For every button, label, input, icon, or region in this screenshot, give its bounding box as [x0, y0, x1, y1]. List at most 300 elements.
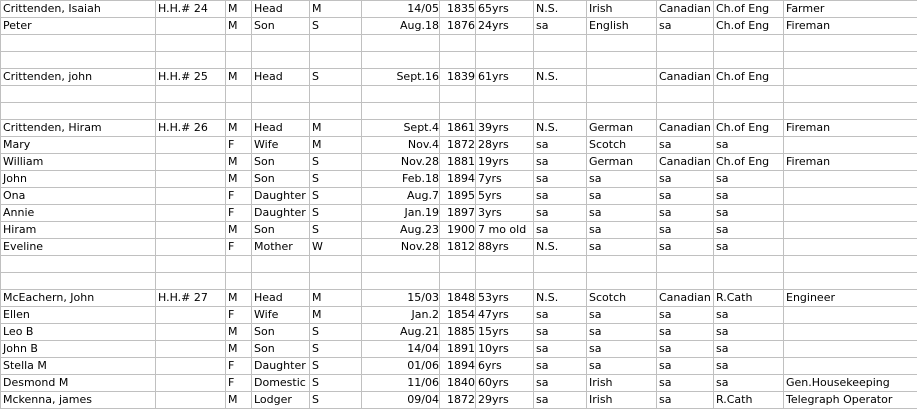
cell-birthplace	[534, 86, 587, 103]
cell-age: 5yrs	[476, 188, 534, 205]
cell-birthplace: sa	[534, 18, 587, 35]
cell-birth-date: 09/04	[362, 392, 440, 409]
cell-relation: Son	[252, 222, 310, 239]
cell-birthplace: sa	[534, 375, 587, 392]
cell-name: John B	[1, 341, 156, 358]
census-row	[1, 222, 917, 239]
cell-sex: M	[226, 222, 252, 239]
cell-relation: Wife	[252, 137, 310, 154]
cell-relation: Daughter	[252, 358, 310, 375]
census-row	[1, 392, 917, 409]
cell-sex: F	[226, 239, 252, 256]
cell-nationality: Canadian	[657, 120, 714, 137]
cell-age: 3yrs	[476, 205, 534, 222]
cell-household	[156, 222, 226, 239]
cell-age: 19yrs	[476, 154, 534, 171]
cell-household	[156, 341, 226, 358]
cell-religion	[714, 256, 784, 273]
cell-birthplace	[534, 273, 587, 290]
cell-birthplace	[534, 103, 587, 120]
cell-nationality: sa	[657, 324, 714, 341]
cell-household	[156, 137, 226, 154]
cell-relation: Son	[252, 341, 310, 358]
cell-marital: S	[310, 358, 362, 375]
cell-sex: F	[226, 137, 252, 154]
census-row	[1, 341, 917, 358]
cell-name: Peter	[1, 18, 156, 35]
cell-name: William	[1, 154, 156, 171]
cell-birth-date: Nov.4	[362, 137, 440, 154]
cell-household: H.H.# 24	[156, 1, 226, 18]
cell-origin	[587, 52, 657, 69]
cell-birth-year: 1876	[440, 18, 476, 35]
cell-sex: M	[226, 154, 252, 171]
cell-origin: sa	[587, 171, 657, 188]
cell-birth-date	[362, 273, 440, 290]
cell-birth-year: 1891	[440, 341, 476, 358]
cell-occupation	[784, 256, 917, 273]
cell-marital	[310, 35, 362, 52]
cell-religion: sa	[714, 188, 784, 205]
cell-relation: Head	[252, 290, 310, 307]
cell-relation: Domestic	[252, 375, 310, 392]
cell-birth-year: 1897	[440, 205, 476, 222]
cell-birth-year: 1840	[440, 375, 476, 392]
cell-marital: S	[310, 69, 362, 86]
cell-household	[156, 188, 226, 205]
cell-birth-year: 1894	[440, 171, 476, 188]
cell-birth-date: Aug.18	[362, 18, 440, 35]
cell-name: McEachern, John	[1, 290, 156, 307]
cell-marital: S	[310, 324, 362, 341]
cell-religion: sa	[714, 341, 784, 358]
cell-household: H.H.# 26	[156, 120, 226, 137]
cell-occupation	[784, 222, 917, 239]
cell-marital: M	[310, 307, 362, 324]
cell-marital: M	[310, 290, 362, 307]
cell-sex: F	[226, 358, 252, 375]
cell-religion: Ch.of Eng	[714, 69, 784, 86]
cell-marital	[310, 273, 362, 290]
cell-sex: M	[226, 120, 252, 137]
cell-origin	[587, 273, 657, 290]
cell-occupation	[784, 52, 917, 69]
cell-sex: M	[226, 392, 252, 409]
cell-age	[476, 273, 534, 290]
census-row	[1, 171, 917, 188]
cell-birth-date: 14/05	[362, 1, 440, 18]
cell-household	[156, 35, 226, 52]
cell-occupation: Farmer	[784, 1, 917, 18]
cell-nationality	[657, 256, 714, 273]
cell-religion	[714, 273, 784, 290]
cell-nationality: sa	[657, 171, 714, 188]
cell-name: Annie	[1, 205, 156, 222]
cell-occupation	[784, 273, 917, 290]
cell-occupation: Fireman	[784, 120, 917, 137]
cell-nationality: sa	[657, 341, 714, 358]
cell-age: 7yrs	[476, 171, 534, 188]
cell-name	[1, 256, 156, 273]
cell-marital: M	[310, 120, 362, 137]
cell-age	[476, 86, 534, 103]
cell-birthplace: sa	[534, 222, 587, 239]
cell-birth-year	[440, 256, 476, 273]
cell-age: 15yrs	[476, 324, 534, 341]
cell-occupation: Engineer	[784, 290, 917, 307]
cell-household	[156, 103, 226, 120]
cell-household	[156, 86, 226, 103]
cell-sex	[226, 256, 252, 273]
cell-occupation: Fireman	[784, 18, 917, 35]
cell-nationality: sa	[657, 307, 714, 324]
cell-origin	[587, 69, 657, 86]
blank-row	[1, 103, 917, 120]
cell-age: 6yrs	[476, 358, 534, 375]
cell-religion: sa	[714, 358, 784, 375]
cell-age: 10yrs	[476, 341, 534, 358]
cell-nationality: sa	[657, 188, 714, 205]
cell-nationality: Canadian	[657, 69, 714, 86]
cell-sex: F	[226, 307, 252, 324]
cell-occupation	[784, 341, 917, 358]
cell-birthplace: sa	[534, 358, 587, 375]
cell-birth-date: Nov.28	[362, 154, 440, 171]
census-row	[1, 120, 917, 137]
cell-sex: M	[226, 341, 252, 358]
cell-birthplace: sa	[534, 137, 587, 154]
cell-birth-date	[362, 256, 440, 273]
cell-religion: sa	[714, 222, 784, 239]
cell-marital: S	[310, 205, 362, 222]
cell-sex: M	[226, 324, 252, 341]
cell-birth-date: 15/03	[362, 290, 440, 307]
cell-occupation	[784, 86, 917, 103]
cell-origin: sa	[587, 222, 657, 239]
cell-religion: sa	[714, 137, 784, 154]
cell-relation	[252, 86, 310, 103]
cell-birth-date: 14/04	[362, 341, 440, 358]
cell-age: 53yrs	[476, 290, 534, 307]
cell-age: 24yrs	[476, 18, 534, 35]
cell-birth-year: 1895	[440, 188, 476, 205]
cell-age: 7 mo old	[476, 222, 534, 239]
cell-relation	[252, 103, 310, 120]
cell-occupation	[784, 188, 917, 205]
cell-occupation: Telegraph Operator	[784, 392, 917, 409]
cell-birth-date: Jan.19	[362, 205, 440, 222]
cell-relation: Head	[252, 1, 310, 18]
cell-origin: sa	[587, 188, 657, 205]
cell-birth-date: Sept.4	[362, 120, 440, 137]
cell-sex: F	[226, 188, 252, 205]
cell-occupation	[784, 137, 917, 154]
census-row	[1, 239, 917, 256]
cell-nationality: sa	[657, 222, 714, 239]
census-row	[1, 205, 917, 222]
cell-name: Eveline	[1, 239, 156, 256]
cell-religion: sa	[714, 375, 784, 392]
cell-occupation	[784, 358, 917, 375]
cell-age: 29yrs	[476, 392, 534, 409]
cell-birth-year	[440, 35, 476, 52]
cell-household: H.H.# 25	[156, 69, 226, 86]
cell-sex: M	[226, 171, 252, 188]
cell-name: Crittenden, john	[1, 69, 156, 86]
cell-origin	[587, 256, 657, 273]
cell-age	[476, 256, 534, 273]
cell-occupation	[784, 205, 917, 222]
cell-relation	[252, 273, 310, 290]
cell-birthplace: N.S.	[534, 290, 587, 307]
cell-sex: M	[226, 1, 252, 18]
cell-religion: Ch.of Eng	[714, 18, 784, 35]
cell-nationality: sa	[657, 375, 714, 392]
cell-occupation	[784, 239, 917, 256]
cell-origin: German	[587, 120, 657, 137]
cell-origin: sa	[587, 307, 657, 324]
cell-occupation	[784, 103, 917, 120]
cell-marital: S	[310, 154, 362, 171]
cell-birthplace: N.S.	[534, 120, 587, 137]
cell-name	[1, 86, 156, 103]
cell-nationality: sa	[657, 137, 714, 154]
cell-birth-year: 1835	[440, 1, 476, 18]
cell-birth-year: 1848	[440, 290, 476, 307]
cell-origin: Irish	[587, 1, 657, 18]
cell-birth-date: Sept.16	[362, 69, 440, 86]
cell-religion: sa	[714, 239, 784, 256]
cell-relation	[252, 52, 310, 69]
cell-birthplace: sa	[534, 205, 587, 222]
cell-religion: Ch.of Eng	[714, 154, 784, 171]
cell-birth-date	[362, 52, 440, 69]
cell-birthplace	[534, 256, 587, 273]
cell-birth-year: 1881	[440, 154, 476, 171]
cell-religion: R.Cath	[714, 290, 784, 307]
cell-sex	[226, 52, 252, 69]
cell-occupation	[784, 69, 917, 86]
cell-relation: Head	[252, 69, 310, 86]
cell-birthplace: sa	[534, 307, 587, 324]
cell-marital: S	[310, 375, 362, 392]
cell-origin: English	[587, 18, 657, 35]
cell-birth-year: 1872	[440, 392, 476, 409]
cell-age: 28yrs	[476, 137, 534, 154]
cell-birthplace: N.S.	[534, 239, 587, 256]
cell-name	[1, 103, 156, 120]
cell-marital: M	[310, 1, 362, 18]
cell-age: 39yrs	[476, 120, 534, 137]
cell-age: 60yrs	[476, 375, 534, 392]
cell-name: Crittenden, Isaiah	[1, 1, 156, 18]
cell-origin: Irish	[587, 375, 657, 392]
cell-birth-year: 1900	[440, 222, 476, 239]
cell-name: Mary	[1, 137, 156, 154]
cell-name: Hiram	[1, 222, 156, 239]
cell-birth-date: Feb.18	[362, 171, 440, 188]
cell-religion: sa	[714, 205, 784, 222]
cell-religion: sa	[714, 307, 784, 324]
census-row	[1, 307, 917, 324]
cell-household	[156, 307, 226, 324]
cell-relation: Son	[252, 18, 310, 35]
cell-origin: sa	[587, 341, 657, 358]
cell-birth-year: 1894	[440, 358, 476, 375]
cell-nationality	[657, 35, 714, 52]
cell-birth-date	[362, 86, 440, 103]
cell-occupation: Gen.Housekeeping	[784, 375, 917, 392]
cell-sex	[226, 273, 252, 290]
census-row	[1, 324, 917, 341]
cell-household	[156, 392, 226, 409]
cell-age: 61yrs	[476, 69, 534, 86]
blank-row	[1, 256, 917, 273]
cell-age: 47yrs	[476, 307, 534, 324]
cell-religion	[714, 103, 784, 120]
cell-marital: M	[310, 137, 362, 154]
cell-marital	[310, 103, 362, 120]
cell-origin: Scotch	[587, 137, 657, 154]
cell-origin	[587, 103, 657, 120]
cell-nationality: sa	[657, 239, 714, 256]
cell-birth-date: Aug.21	[362, 324, 440, 341]
cell-birthplace: sa	[534, 154, 587, 171]
census-row	[1, 290, 917, 307]
cell-origin	[587, 86, 657, 103]
cell-relation: Mother	[252, 239, 310, 256]
cell-sex	[226, 86, 252, 103]
cell-religion	[714, 86, 784, 103]
cell-occupation	[784, 171, 917, 188]
cell-birthplace: N.S.	[534, 1, 587, 18]
cell-name: Stella M	[1, 358, 156, 375]
blank-row	[1, 35, 917, 52]
cell-birth-year	[440, 273, 476, 290]
cell-nationality	[657, 86, 714, 103]
cell-marital: W	[310, 239, 362, 256]
cell-birth-date: 11/06	[362, 375, 440, 392]
cell-household	[156, 18, 226, 35]
cell-age	[476, 52, 534, 69]
cell-age	[476, 35, 534, 52]
blank-row	[1, 273, 917, 290]
cell-name	[1, 52, 156, 69]
cell-birth-year: 1872	[440, 137, 476, 154]
cell-nationality: Canadian	[657, 290, 714, 307]
cell-nationality	[657, 273, 714, 290]
cell-birthplace: N.S.	[534, 69, 587, 86]
cell-religion: sa	[714, 171, 784, 188]
cell-birth-date: Aug.23	[362, 222, 440, 239]
cell-household	[156, 239, 226, 256]
cell-marital: S	[310, 188, 362, 205]
cell-name: John	[1, 171, 156, 188]
cell-nationality: sa	[657, 205, 714, 222]
cell-sex	[226, 35, 252, 52]
cell-birth-date: Nov.28	[362, 239, 440, 256]
cell-name	[1, 273, 156, 290]
cell-relation: Son	[252, 171, 310, 188]
cell-household: H.H.# 27	[156, 290, 226, 307]
cell-age: 88yrs	[476, 239, 534, 256]
cell-occupation	[784, 35, 917, 52]
cell-relation: Son	[252, 154, 310, 171]
cell-birth-year	[440, 86, 476, 103]
cell-nationality	[657, 52, 714, 69]
cell-relation: Son	[252, 324, 310, 341]
cell-sex	[226, 103, 252, 120]
cell-household	[156, 273, 226, 290]
cell-birth-date: Aug.7	[362, 188, 440, 205]
cell-name: Leo B	[1, 324, 156, 341]
cell-sex: M	[226, 18, 252, 35]
cell-nationality: sa	[657, 392, 714, 409]
cell-marital: S	[310, 222, 362, 239]
census-row	[1, 188, 917, 205]
cell-birth-date	[362, 103, 440, 120]
cell-birth-year: 1812	[440, 239, 476, 256]
cell-marital: S	[310, 341, 362, 358]
cell-religion: Ch.of Eng	[714, 120, 784, 137]
cell-marital	[310, 256, 362, 273]
cell-household	[156, 171, 226, 188]
cell-origin: sa	[587, 239, 657, 256]
cell-religion: Ch.of Eng	[714, 1, 784, 18]
blank-row	[1, 52, 917, 69]
census-row	[1, 137, 917, 154]
census-row	[1, 154, 917, 171]
cell-relation: Lodger	[252, 392, 310, 409]
cell-birthplace: sa	[534, 324, 587, 341]
cell-relation: Wife	[252, 307, 310, 324]
cell-relation: Daughter	[252, 205, 310, 222]
cell-marital: S	[310, 392, 362, 409]
cell-nationality: sa	[657, 18, 714, 35]
cell-name: Mckenna, james	[1, 392, 156, 409]
cell-name: Ona	[1, 188, 156, 205]
cell-birthplace: sa	[534, 188, 587, 205]
cell-birthplace	[534, 52, 587, 69]
cell-name: Crittenden, Hiram	[1, 120, 156, 137]
cell-name: Desmond M	[1, 375, 156, 392]
cell-birth-date	[362, 35, 440, 52]
cell-origin: sa	[587, 324, 657, 341]
blank-row	[1, 86, 917, 103]
cell-age	[476, 103, 534, 120]
cell-nationality: Canadian	[657, 1, 714, 18]
cell-birth-year: 1854	[440, 307, 476, 324]
cell-birth-year: 1861	[440, 120, 476, 137]
cell-occupation	[784, 324, 917, 341]
cell-relation: Head	[252, 120, 310, 137]
cell-birthplace: sa	[534, 171, 587, 188]
cell-marital	[310, 86, 362, 103]
cell-household	[156, 154, 226, 171]
cell-birth-date: 01/06	[362, 358, 440, 375]
cell-origin: sa	[587, 358, 657, 375]
cell-origin: sa	[587, 205, 657, 222]
cell-household	[156, 205, 226, 222]
census-row	[1, 69, 917, 86]
cell-sex: M	[226, 290, 252, 307]
cell-relation	[252, 35, 310, 52]
cell-birthplace: sa	[534, 392, 587, 409]
census-row	[1, 358, 917, 375]
cell-religion: R.Cath	[714, 392, 784, 409]
cell-religion	[714, 52, 784, 69]
cell-birthplace	[534, 35, 587, 52]
